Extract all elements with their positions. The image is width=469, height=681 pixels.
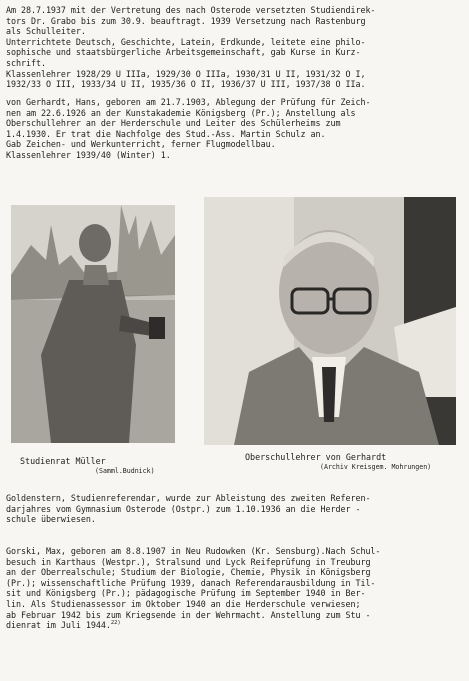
paragraph-goldenstern: Goldenstern, Studienreferendar, wurde zur Ableistung des zweiten Referen- darjahres vom Gymnasium Osterode (Ostpr.) zum 1.10.1936 an die Herder - schule überwiesen. [6,493,371,525]
caption-mueller-source: (Samml.Budnick) [95,467,155,475]
footnote-marker: 22) [110,620,121,627]
paragraph-von-gerhardt: von Gerhardt, Hans, geboren am 21.7.1903, Ablegung der Prüfung für Zeich- nen am 22.6.1926 an der Kunstakademie Königsberg (Pr.); Anstellung als Oberschullehrer an der Herderschule und Leiter des Schülerheims zum 1.4.1930. Er trat die Nachfolge des Stud.-Ass. Martin Schulz an. Gab Zeichen- und Werkunterricht, ferner Flugmodellbau. Klassenlehrer 1939/40 (Winter) 1. [6,97,371,160]
photo-oberschullehrer-von-gerhardt [204,197,456,445]
caption-von-gerhardt: Oberschullehrer von Gerhardt [245,452,387,462]
caption-von-gerhardt-source: (Archiv Kreisgem. Mohrungen) [320,463,432,471]
paragraph-gorski [6,546,464,631]
caption-mueller: Studienrat Müller [20,456,106,466]
paragraph-teacher-biography-continued: Am 28.7.1937 mit der Vertretung des nach Osterode versetzten Studiendirek- tors Dr. Grabo bis zum 30.9. beauftragt. 1939 Versetzung nach Rastenburg als Schulleiter. Unterrichtete Deutsch, Geschichte, Latein, Erdkunde, leitete eine philo- sophische und staatsbürgerliche Arbeitsgemeinschaft, gab Kurse in Kurz- schrift. Klassenlehrer 1928/29 U IIIa, 1929/30 O IIIa, 1930/31 U II, 1931/32 O I, 1932/33 O III, 1933/34 U II, 1935/36 O II, 1936/37 U III, 1937/38 O IIa. [6,5,376,90]
paragraph-gorski-text: Gorski, Max, geboren am 8.8.1907 in Neu Rudowken (Kr. Sensburg).Nach Schul- besuch in Karthaus (Westpr.), Stralsund und Lyck Reifeprüfung in Treuburg an der Oberrealschule; Studium der Biologie, Chemie, Physik in Königsberg (Pr.); wissenschaftliche Prüfung 1939, danach Referendarausbildung in Til- sit und Königsberg (Pr.); pädagogische Prüfung im September 1940 in Ber- lin. Als Studienassessor im Oktober 1940 an die Herderschule verwiesen; ab Februar 1942 bis zum Kriegsende in der Wehrmacht. Anstellung zum Stu - dienrat im Juli 1944. [6,546,381,631]
photo-studienrat-mueller [11,205,175,443]
